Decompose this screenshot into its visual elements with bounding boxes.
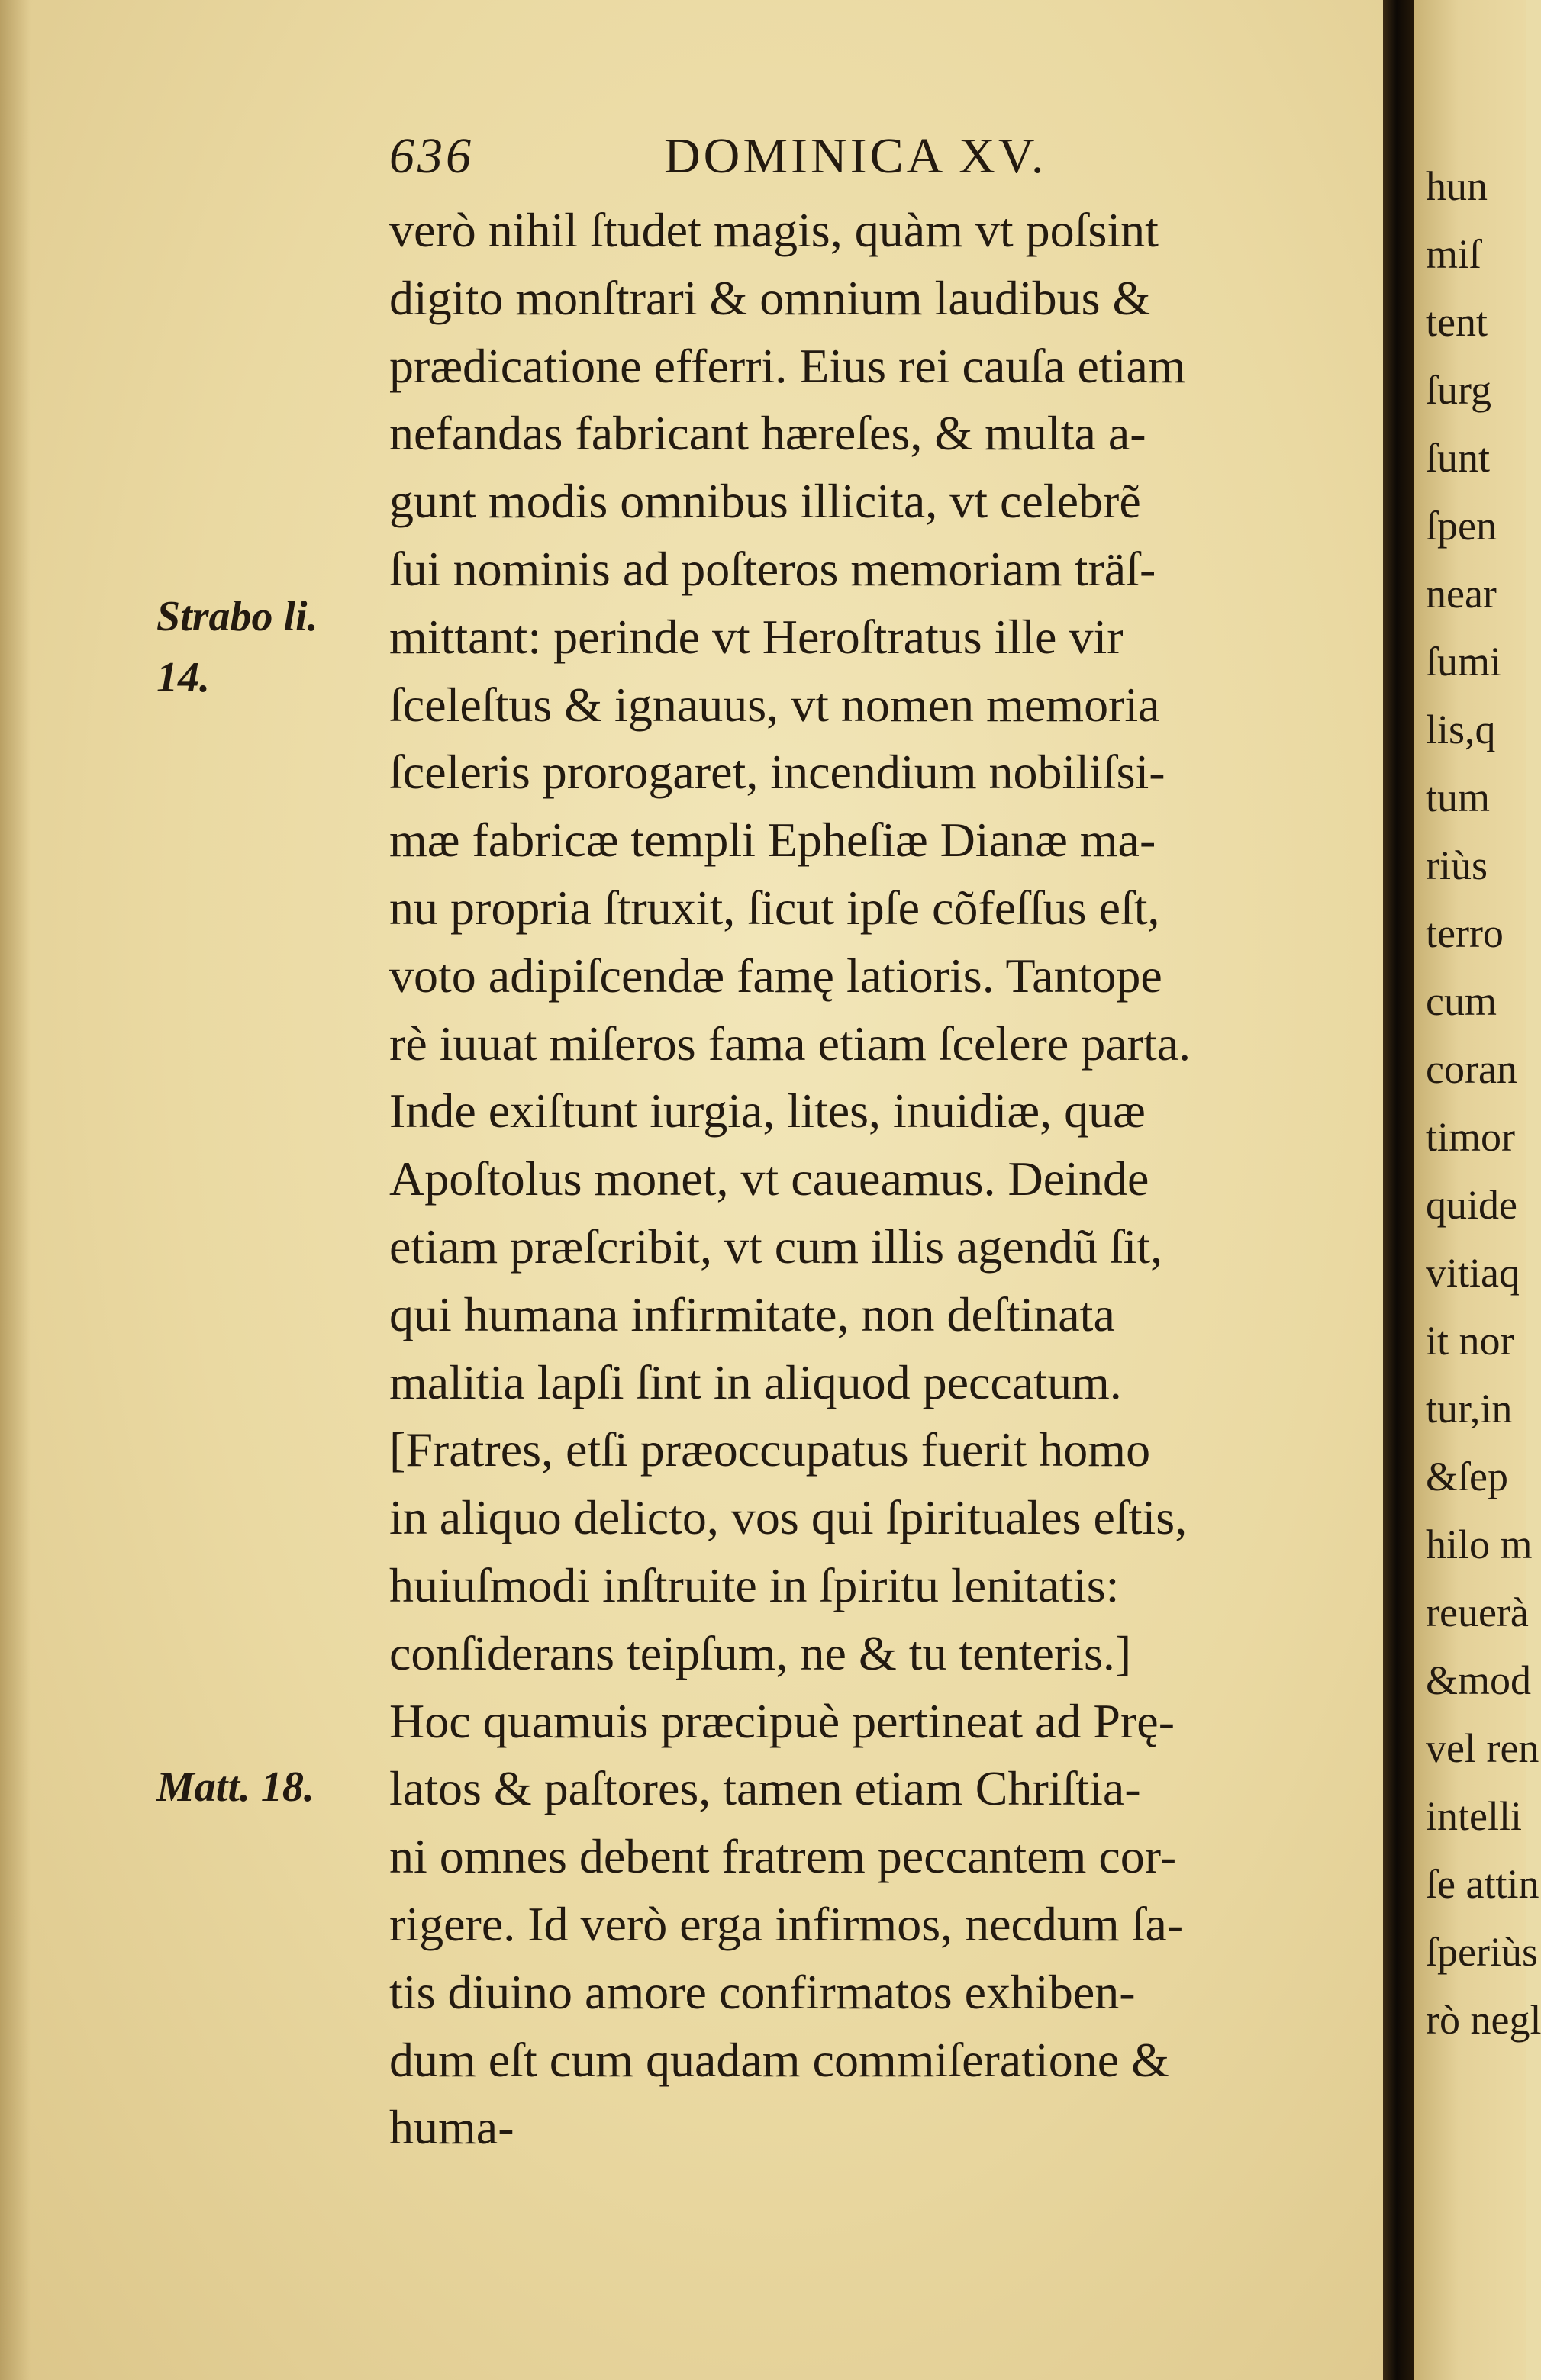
text-line: mittant: perinde vt Heroſtratus ille vir (389, 609, 1124, 664)
facing-text-line: hun (1426, 163, 1488, 209)
text-line: Inde exiſtunt iurgia, lites, inuidiæ, quæ (389, 1084, 1146, 1138)
text-line: ſceleris prorogaret, incendium nobiliſsi- (389, 745, 1165, 800)
facing-text-line: coran (1426, 1046, 1517, 1092)
facing-text-line: timor (1426, 1114, 1515, 1160)
text-line: malitia lapſi ſint in aliquod peccatum. (389, 1354, 1122, 1409)
text-line: conſiderans teipſum, ne & tu tenteris.] (389, 1625, 1132, 1680)
text-line: huiuſmodi inſtruite in ſpiritu lenitatis: (389, 1557, 1120, 1612)
text-line: qui humana infirmitate, non deſtinata (389, 1287, 1115, 1341)
facing-text-line: miſ (1426, 231, 1481, 277)
page-header (389, 122, 1366, 191)
text-line: huma- (389, 2100, 514, 2155)
facing-text-line: &ſep (1426, 1454, 1508, 1499)
text-line: Apoſtolus monet, vt caueamus. Deinde (389, 1151, 1149, 1206)
facing-text-line: ſe attin (1426, 1861, 1539, 1907)
facing-text-line: intelli (1426, 1793, 1522, 1839)
text-line: [Fratres, etſi præoccupatus fuerit homo (389, 1422, 1151, 1477)
facing-text-line: hilo m (1426, 1522, 1533, 1567)
facing-text-line: terro (1426, 910, 1504, 956)
facing-text-line: vitiaq (1426, 1250, 1520, 1296)
facing-text-line: it nor (1426, 1318, 1514, 1364)
text-line: nu propria ſtruxit, ſicut ipſe cõfeſſus eſt, (389, 880, 1160, 935)
facing-text-line: vel ren (1426, 1725, 1539, 1771)
page-edge-shadow (0, 0, 31, 2380)
text-line: mæ fabricæ templi Epheſiæ Dianæ ma- (389, 813, 1156, 868)
text-line: rè iuuat miſeros fama etiam ſcelere parta. (389, 1016, 1191, 1071)
text-line: voto adipiſcendæ famę latioris. Tantope (389, 948, 1162, 1003)
facing-text-line: ſumi (1426, 639, 1502, 684)
text-line: verò nihil ſtudet magis, quàm vt poſsint (389, 203, 1159, 257)
facing-text-line: tum (1426, 775, 1491, 820)
facing-text-line: lis,q (1426, 707, 1496, 752)
book-gutter (1383, 0, 1414, 2380)
facing-text-line: &mod (1426, 1657, 1532, 1703)
facing-text-line: tur,in (1426, 1386, 1513, 1432)
text-line: in aliquo delicto, vos qui ſpirituales eſtis, (389, 1490, 1188, 1545)
text-line: ſceleſtus & ignauus, vt nomen memoria (389, 677, 1160, 732)
facing-page-text (1426, 153, 1541, 2054)
running-title: DOMINICA XV. (664, 128, 1047, 184)
facing-text-line: tent (1426, 299, 1488, 345)
text-line: ſui nominis ad poſteros memoriam träſ- (389, 541, 1156, 596)
facing-text-line: rò negl (1426, 1997, 1541, 2043)
body-text (389, 197, 1374, 2162)
text-line: etiam præſcribit, vt cum illis agendũ ſit, (389, 1219, 1163, 1274)
facing-text-line: ſunt (1426, 435, 1491, 481)
facing-text-line: reuerà (1426, 1589, 1529, 1635)
margin-note-strabo: Strabo li. 14. (156, 593, 318, 701)
text-line: Hoc quamuis præcipuè pertineat ad Prę- (389, 1693, 1175, 1748)
facing-text-line: near (1426, 571, 1497, 617)
text-line: nefandas fabricant hæreſes, & multa a- (389, 406, 1146, 461)
text-line: rigere. Id verò erga infirmos, necdum ſa- (389, 1896, 1184, 1951)
facing-text-line: ſperiùs (1426, 1929, 1538, 1975)
text-line: tis diuino amore confirmatos exhiben- (389, 1964, 1136, 2019)
facing-text-line: ſurg (1426, 367, 1492, 413)
facing-text-line: quide (1426, 1182, 1517, 1228)
text-line: dum eſt cum quadam commiſeratione & (389, 2032, 1169, 2087)
text-line: ni omnes debent fratrem peccantem cor- (389, 1829, 1177, 1884)
page-number: 636 (389, 128, 474, 184)
facing-text-line: ſpen (1426, 503, 1497, 549)
text-line: digito monſtrari & omnium laudibus & (389, 270, 1151, 325)
text-line: latos & paſtores, tamen etiam Chriſtia- (389, 1761, 1141, 1816)
text-line: prædicatione efferri. Eius rei cauſa etiam (389, 338, 1186, 393)
facing-text-line: cum (1426, 978, 1497, 1024)
facing-text-line: riùs (1426, 842, 1488, 888)
facing-page (1414, 0, 1541, 2380)
margin-note-matthew: Matt. 18. (156, 1763, 314, 1811)
text-line: gunt modis omnibus illicita, vt celebrẽ (389, 474, 1141, 529)
